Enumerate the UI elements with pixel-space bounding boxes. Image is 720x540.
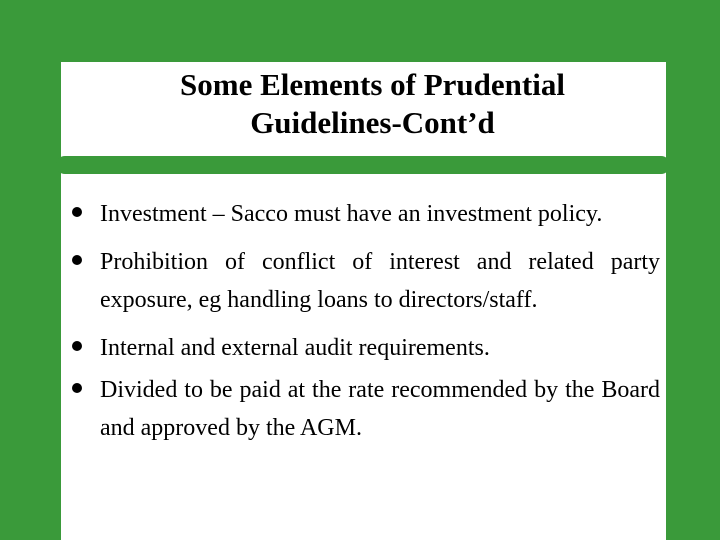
bullet-dot-icon <box>72 383 82 393</box>
bullet-dot-icon <box>72 207 82 217</box>
title-separator-bar <box>56 156 670 174</box>
green-frame-right <box>666 0 720 540</box>
bullet-list <box>72 195 660 457</box>
bullet-item-dividend <box>72 371 660 447</box>
bullet-text: Prohibition of conflict of interest and related party exposure, eg handling loans to directors/staff. <box>100 249 660 313</box>
bullet-text: Divided to be paid at the rate recommended by the Board and approved by the AGM. <box>100 377 660 441</box>
slide-title-line-2: Guidelines-Cont’d <box>250 105 495 140</box>
bullet-dot-icon <box>72 341 82 351</box>
bullet-dot-icon <box>72 255 82 265</box>
slide-title <box>100 66 645 142</box>
bullet-text: Investment – Sacco must have an investment policy. <box>100 201 603 227</box>
bullet-item-conflict-of-interest <box>72 243 660 319</box>
bullet-text: Internal and external audit requirements. <box>100 335 490 361</box>
bullet-item-audit <box>72 329 660 367</box>
slide-title-line-1: Some Elements of Prudential <box>180 67 565 102</box>
bullet-item-investment <box>72 195 660 233</box>
green-frame-left <box>0 0 61 540</box>
green-frame-top <box>0 0 720 62</box>
